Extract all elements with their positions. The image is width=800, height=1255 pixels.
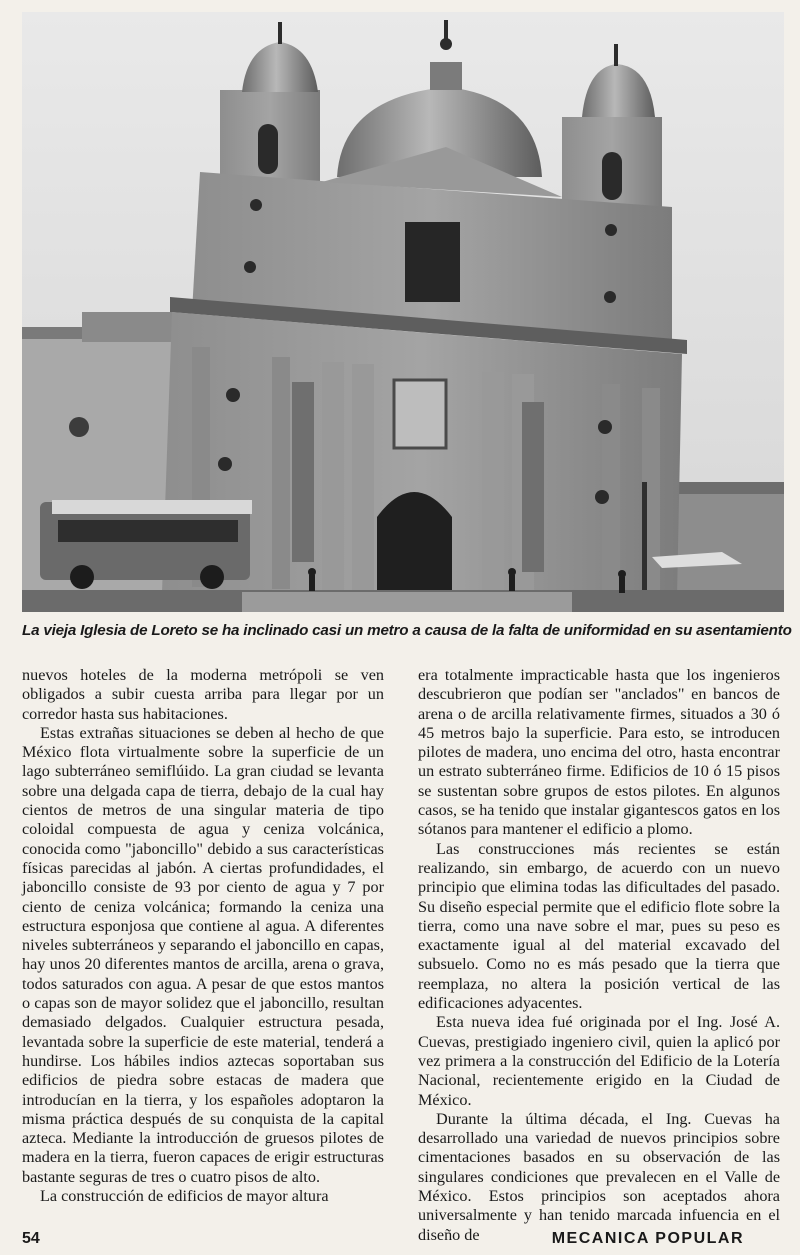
paragraph: La construcción de edificios de mayor altura xyxy=(40,1187,329,1206)
paragraph: Esta nueva idea fué originada por el Ing. José A. Cuevas, prestigiado ingeniero civil, quien la aplicó por vez primera a la construcción del Edificio de la Lotería Nacional, recientemente erigido en la Ciudad de México. xyxy=(418,1013,780,1109)
paragraph: Las construcciones más recientes se están realizando, sin embargo, de acuerdo con un nuevo principio que elimina todas las dificultades del pasado. Su diseño especial permite que el edificio flote sobre la tierra, como una nave sobre el mar, pues su peso es exactamente igual al del material excavado del subsuelo. Como no es más pesado que la tierra que reemplaza, no altera la posición vertical de las edificaciones adyacentes. xyxy=(418,839,780,1013)
church-illustration xyxy=(22,12,784,612)
paragraph: nuevos hoteles de la moderna metrópoli se ven obligados a subir cuesta arriba para llegar por un corredor hasta sus habitaciones. xyxy=(22,666,384,723)
paragraph: era totalmente impracticable hasta que los ingenieros descubrieron que podían ser "anclados" en bancos de arena o de arcilla relativamente firmes, situados a 30 ó 45 metros bajo la superficie. Para esto, se introducen pilotes de madera, uno encima del otro, hasta encontrar un estrato subterráneo firme. Edificios de 10 ó 15 pisos se sustentan sobre grupos de estos pilotes. En algunos casos, se ha tenido que instalar gigantescos gatos en los sótanos para mantener el edificio a plomo. xyxy=(418,666,780,839)
right-column xyxy=(418,666,780,1245)
magazine-name: MECANICA POPULAR xyxy=(551,1230,744,1247)
page-number: 54 xyxy=(22,1230,40,1247)
paragraph: Durante la última década, el Ing. Cuevas ha desarrollado una variedad de nuevos principios sobre cimentaciones basados en su observación de las singulares condiciones que prevalecen en el Valle de México. Estos principios son aceptados ahora universalmente y han tenido marcada infuencia en el diseño de xyxy=(418,1109,780,1244)
page-footer xyxy=(0,1230,800,1252)
photo-caption: La vieja Iglesia de Loreto se ha inclinado casi un metro a causa de la falta de uniformidad en su asentamiento xyxy=(22,622,792,639)
left-column xyxy=(22,666,384,1206)
church-photo xyxy=(22,12,784,612)
paragraph: Estas extrañas situaciones se deben al hecho de que México flota virtualmente sobre la superficie de un lago subterráneo semiflúido. La gran ciudad se levanta sobre una delgada capa de tierra, debajo de la cual hay cientos de metros de una singular materia de tipo coloidal compuesta de agua y ceniza volcánica, conocida como "jaboncillo" debido a sus características físicas parecidas al jabón. A ciertas profundidades, el jaboncillo consiste de 93 por ciento de agua y 7 por ciento de ceniza volcánica; formando la ceniza una estructura esponjosa que contiene al agua. A diferentes niveles subterráneos y separando el jaboncillo en capas, hay unos 20 diferentes mantos de arcilla, arena o grava, todos saturados con agua. A pesar de que estos mantos o capas son de mayor solidez que el jaboncillo, resultan demasiado delgados. Cualquier estructura pesada, levantada sobre la superficie de este material, tenderá a hundirse. Los hábiles indios aztecas soportaban sus edificios de piedra sobre estacas de madera que introducían en la tierra, y los españoles adoptaron la misma práctica después de su conquista de la capital azteca. Mediante la introducción de gruesos pilotes de madera en la tierra, fueron capaces de erigir estructuras bastante seguras de tres o cuatro pisos de alto. xyxy=(22,723,384,1186)
